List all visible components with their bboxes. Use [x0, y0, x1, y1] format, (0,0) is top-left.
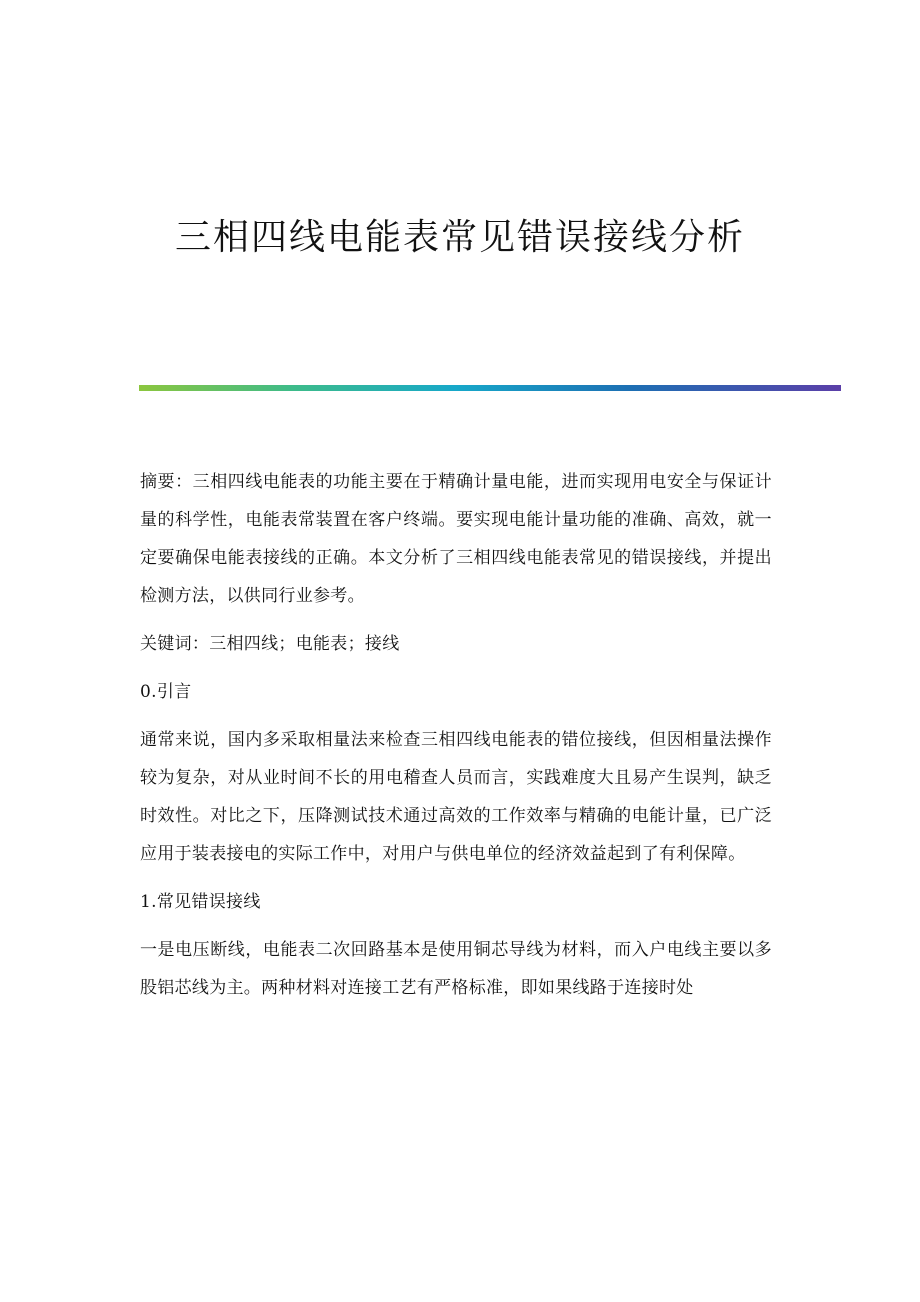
introduction-paragraph: 通常来说，国内多采取相量法来检查三相四线电能表的错位接线，但因相量法操作较为复杂，对从业时间不长的用电稽查人员而言，实践难度大且易产生误判，缺乏时效性。对比之下，压降测试技术通过高效的工作效率与精确的电能计量，已广泛应用于装表接电的实际工作中，对用户与供电单位的经济效益起到了有利保障。 [140, 730, 772, 864]
section-heading-common-errors: 1.常见错误接线 [140, 892, 261, 912]
keywords-line: 关键词：三相四线；电能表；接线 [140, 634, 400, 654]
title-divider [139, 385, 841, 391]
document-title: 三相四线电能表常见错误接线分析 [174, 217, 745, 258]
document-body [140, 463, 772, 1017]
section-heading-introduction: 0.引言 [140, 682, 192, 702]
common-errors-paragraph: 一是电压断线，电能表二次回路基本是使用铜芯导线为材料，而入户电线主要以多股铝芯线为主。两种材料对连接工艺有严格标准，即如果线路于连接时处 [140, 940, 772, 998]
abstract-paragraph: 摘要：三相四线电能表的功能主要在于精确计量电能，进而实现用电安全与保证计量的科学性，电能表常装置在客户终端。要实现电能计量功能的准确、高效，就一定要确保电能表接线的正确。本文分析了三相四线电能表常见的错误接线，并提出检测方法，以供同行业参考。 [140, 472, 772, 606]
